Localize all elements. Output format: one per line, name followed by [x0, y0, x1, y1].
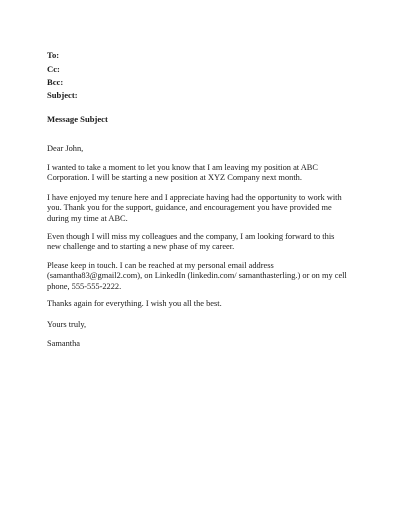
- paragraph-5: [47, 299, 367, 309]
- paragraph-4: [47, 261, 367, 292]
- paragraph-2: [47, 193, 367, 224]
- paragraph-line: Please keep in touch. I can be reached at my personal email address: [47, 261, 274, 270]
- closing: Yours truly,: [47, 320, 87, 329]
- paragraph-line: you. Thank you for the support, guidance, and encouragement you have provided me: [47, 203, 332, 213]
- greeting: Dear John,: [47, 144, 84, 153]
- signature: Samantha: [47, 339, 81, 348]
- paragraph-1: [47, 163, 367, 184]
- paragraph-line: Corporation. I will be starting a new position at XYZ Company next month.: [47, 173, 302, 183]
- paragraph-line: I have enjoyed my tenure here and I appreciate having had the opportunity to work with: [47, 193, 342, 202]
- cc-label: Cc:: [47, 64, 60, 74]
- paragraph-3: [47, 232, 367, 253]
- to-label: To:: [47, 50, 60, 60]
- message-subject-heading: Message Subject: [47, 114, 108, 124]
- paragraph-line: new challenge and to starting a new phase of my career.: [47, 242, 235, 252]
- subject-label: Subject:: [47, 90, 78, 100]
- paragraph-line: (samantha83@gmail2.com), on LinkedIn (linkedin.com/ samanthasterling.) or on my cell: [47, 271, 347, 281]
- bcc-label: Bcc:: [47, 77, 64, 87]
- paragraph-line: during my time at ABC.: [47, 213, 128, 223]
- paragraph-line: Even though I will miss my colleagues and the company, I am looking forward to this: [47, 232, 335, 241]
- paragraph-line: phone, 555-555-2222.: [47, 281, 122, 291]
- paragraph-line: Thanks again for everything. I wish you all the best.: [47, 299, 222, 308]
- paragraph-line: I wanted to take a moment to let you know that I am leaving my position at ABC: [47, 163, 318, 172]
